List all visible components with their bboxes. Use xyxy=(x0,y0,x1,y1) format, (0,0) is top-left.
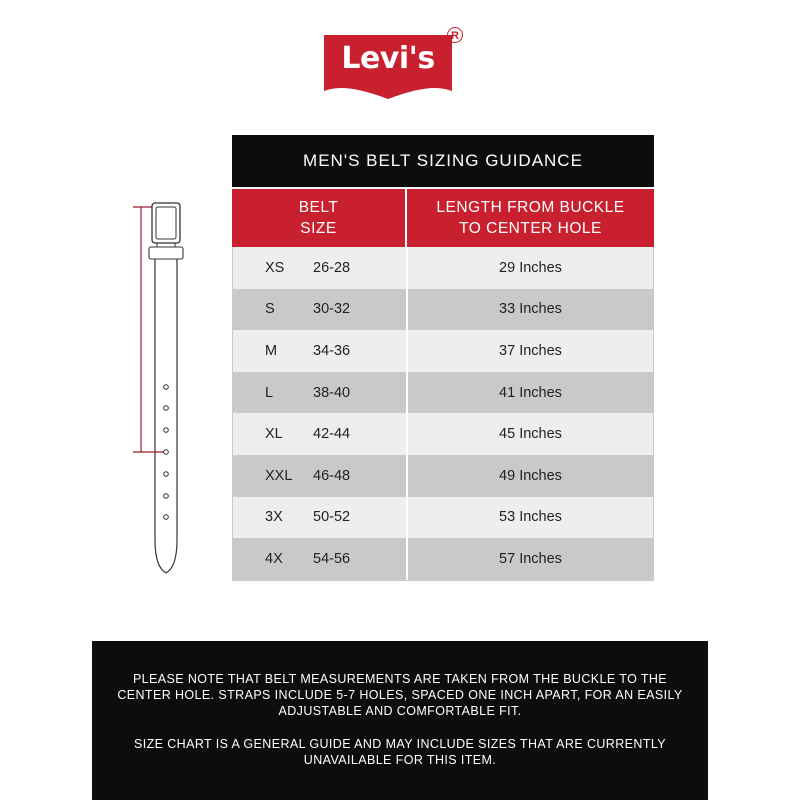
size-range: 46-48 xyxy=(313,467,351,484)
note-paragraph-2: SIZE CHART IS A GENERAL GUIDE AND MAY INCLUDE SIZES THAT ARE CURRENTLY UNAVAILABLE FOR THIS ITEM. xyxy=(133,737,667,767)
header-belt-size: BELT SIZE xyxy=(298,199,339,237)
size-code: M xyxy=(265,342,278,359)
size-code: 3X xyxy=(265,509,283,526)
length-value: 41 Inches xyxy=(406,372,653,414)
table-body xyxy=(232,247,654,581)
table-row xyxy=(233,413,653,455)
size-range: 42-44 xyxy=(313,426,351,443)
size-range: 38-40 xyxy=(313,384,351,401)
size-range: 34-36 xyxy=(313,342,351,359)
table-row xyxy=(233,372,653,414)
table-row xyxy=(233,330,653,372)
registered-mark-icon: R xyxy=(447,27,463,43)
note-paragraph-1: PLEASE NOTE THAT BELT MEASUREMENTS ARE TAKEN FROM THE BUCKLE TO THE CENTER HOLE. STRAPS INCLUDE 5-7 HOLES, SPACED ONE INCH APART, FOR AN EASILY ADJUSTABLE AND COMFORTABLE FIT. xyxy=(117,672,683,718)
table-row xyxy=(233,497,653,539)
length-value: 53 Inches xyxy=(406,497,653,539)
measurement-note xyxy=(92,641,708,800)
length-value: 57 Inches xyxy=(406,538,653,580)
size-range: 54-56 xyxy=(313,550,351,567)
size-range: 26-28 xyxy=(313,259,351,276)
length-value: 45 Inches xyxy=(406,413,653,455)
table-row xyxy=(233,455,653,497)
size-code: XS xyxy=(265,259,285,276)
size-code: L xyxy=(265,384,274,401)
table-row xyxy=(233,247,653,289)
levis-logo xyxy=(322,30,472,101)
belt-size-table xyxy=(232,135,654,581)
length-value: 49 Inches xyxy=(406,455,653,497)
length-value: 33 Inches xyxy=(406,289,653,331)
table-row xyxy=(233,289,653,331)
header-length: LENGTH FROM BUCKLE TO CENTER HOLE xyxy=(405,189,654,247)
size-code: S xyxy=(265,301,275,318)
table-header xyxy=(232,187,654,247)
size-range: 30-32 xyxy=(313,301,351,318)
size-range: 50-52 xyxy=(313,509,351,526)
table-row xyxy=(233,538,653,580)
table-title: MEN'S BELT SIZING GUIDANCE xyxy=(232,135,654,187)
size-code: 4X xyxy=(265,550,283,567)
length-value: 29 Inches xyxy=(406,247,653,289)
size-code: XXL xyxy=(265,467,293,484)
brand-name: Levi's xyxy=(341,41,435,76)
length-value: 37 Inches xyxy=(406,330,653,372)
size-code: XL xyxy=(265,426,283,443)
belt-illustration xyxy=(128,195,188,585)
